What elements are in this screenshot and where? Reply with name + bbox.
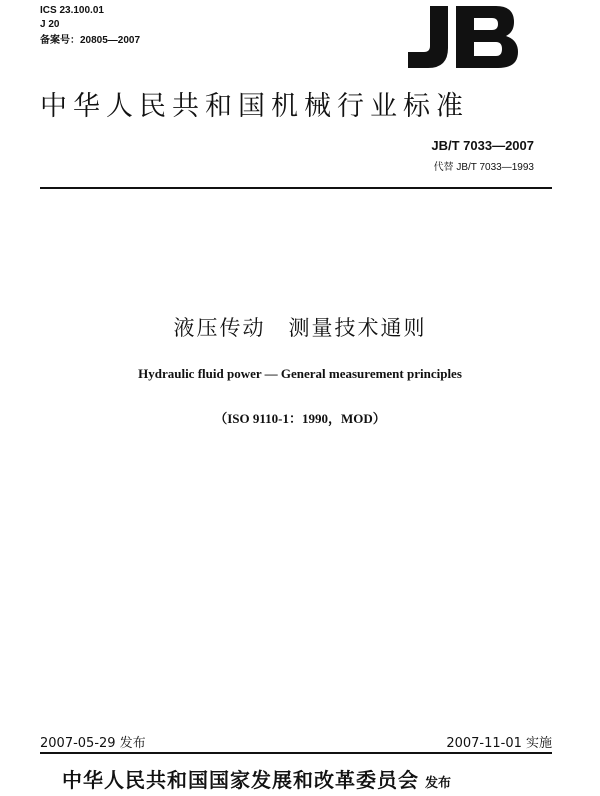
jb-logo [400,2,520,74]
publisher-name: 中华人民共和国国家发展和改革委员会 [62,768,419,792]
publish-label: 发布 [425,776,452,791]
ics-code: ICS 23.100.01 [40,5,104,16]
document-title-chinese: 液压传动 测量技术通则 [173,316,427,340]
footer-divider [40,752,552,754]
header-divider [40,187,552,189]
filing-number: 备案号：20805—2007 [40,35,141,46]
standard-number: JB/T 7033—2007 [431,138,534,153]
classification-code: J 20 [40,19,60,30]
replaces-standard: 代替 JB/T 7033—1993 [433,162,534,173]
issue-date: 2007-05-29 发布 [40,736,146,751]
publisher [62,764,451,793]
iso-adoption-note: （ISO 9110-1：1990，MOD） [214,411,386,426]
document-title-english: Hydraulic fluid power — General measurement principles [138,366,462,381]
standard-category-title: 中华人民共和国机械行业标准 [40,91,469,122]
effective-date: 2007-11-01 实施 [446,736,552,751]
